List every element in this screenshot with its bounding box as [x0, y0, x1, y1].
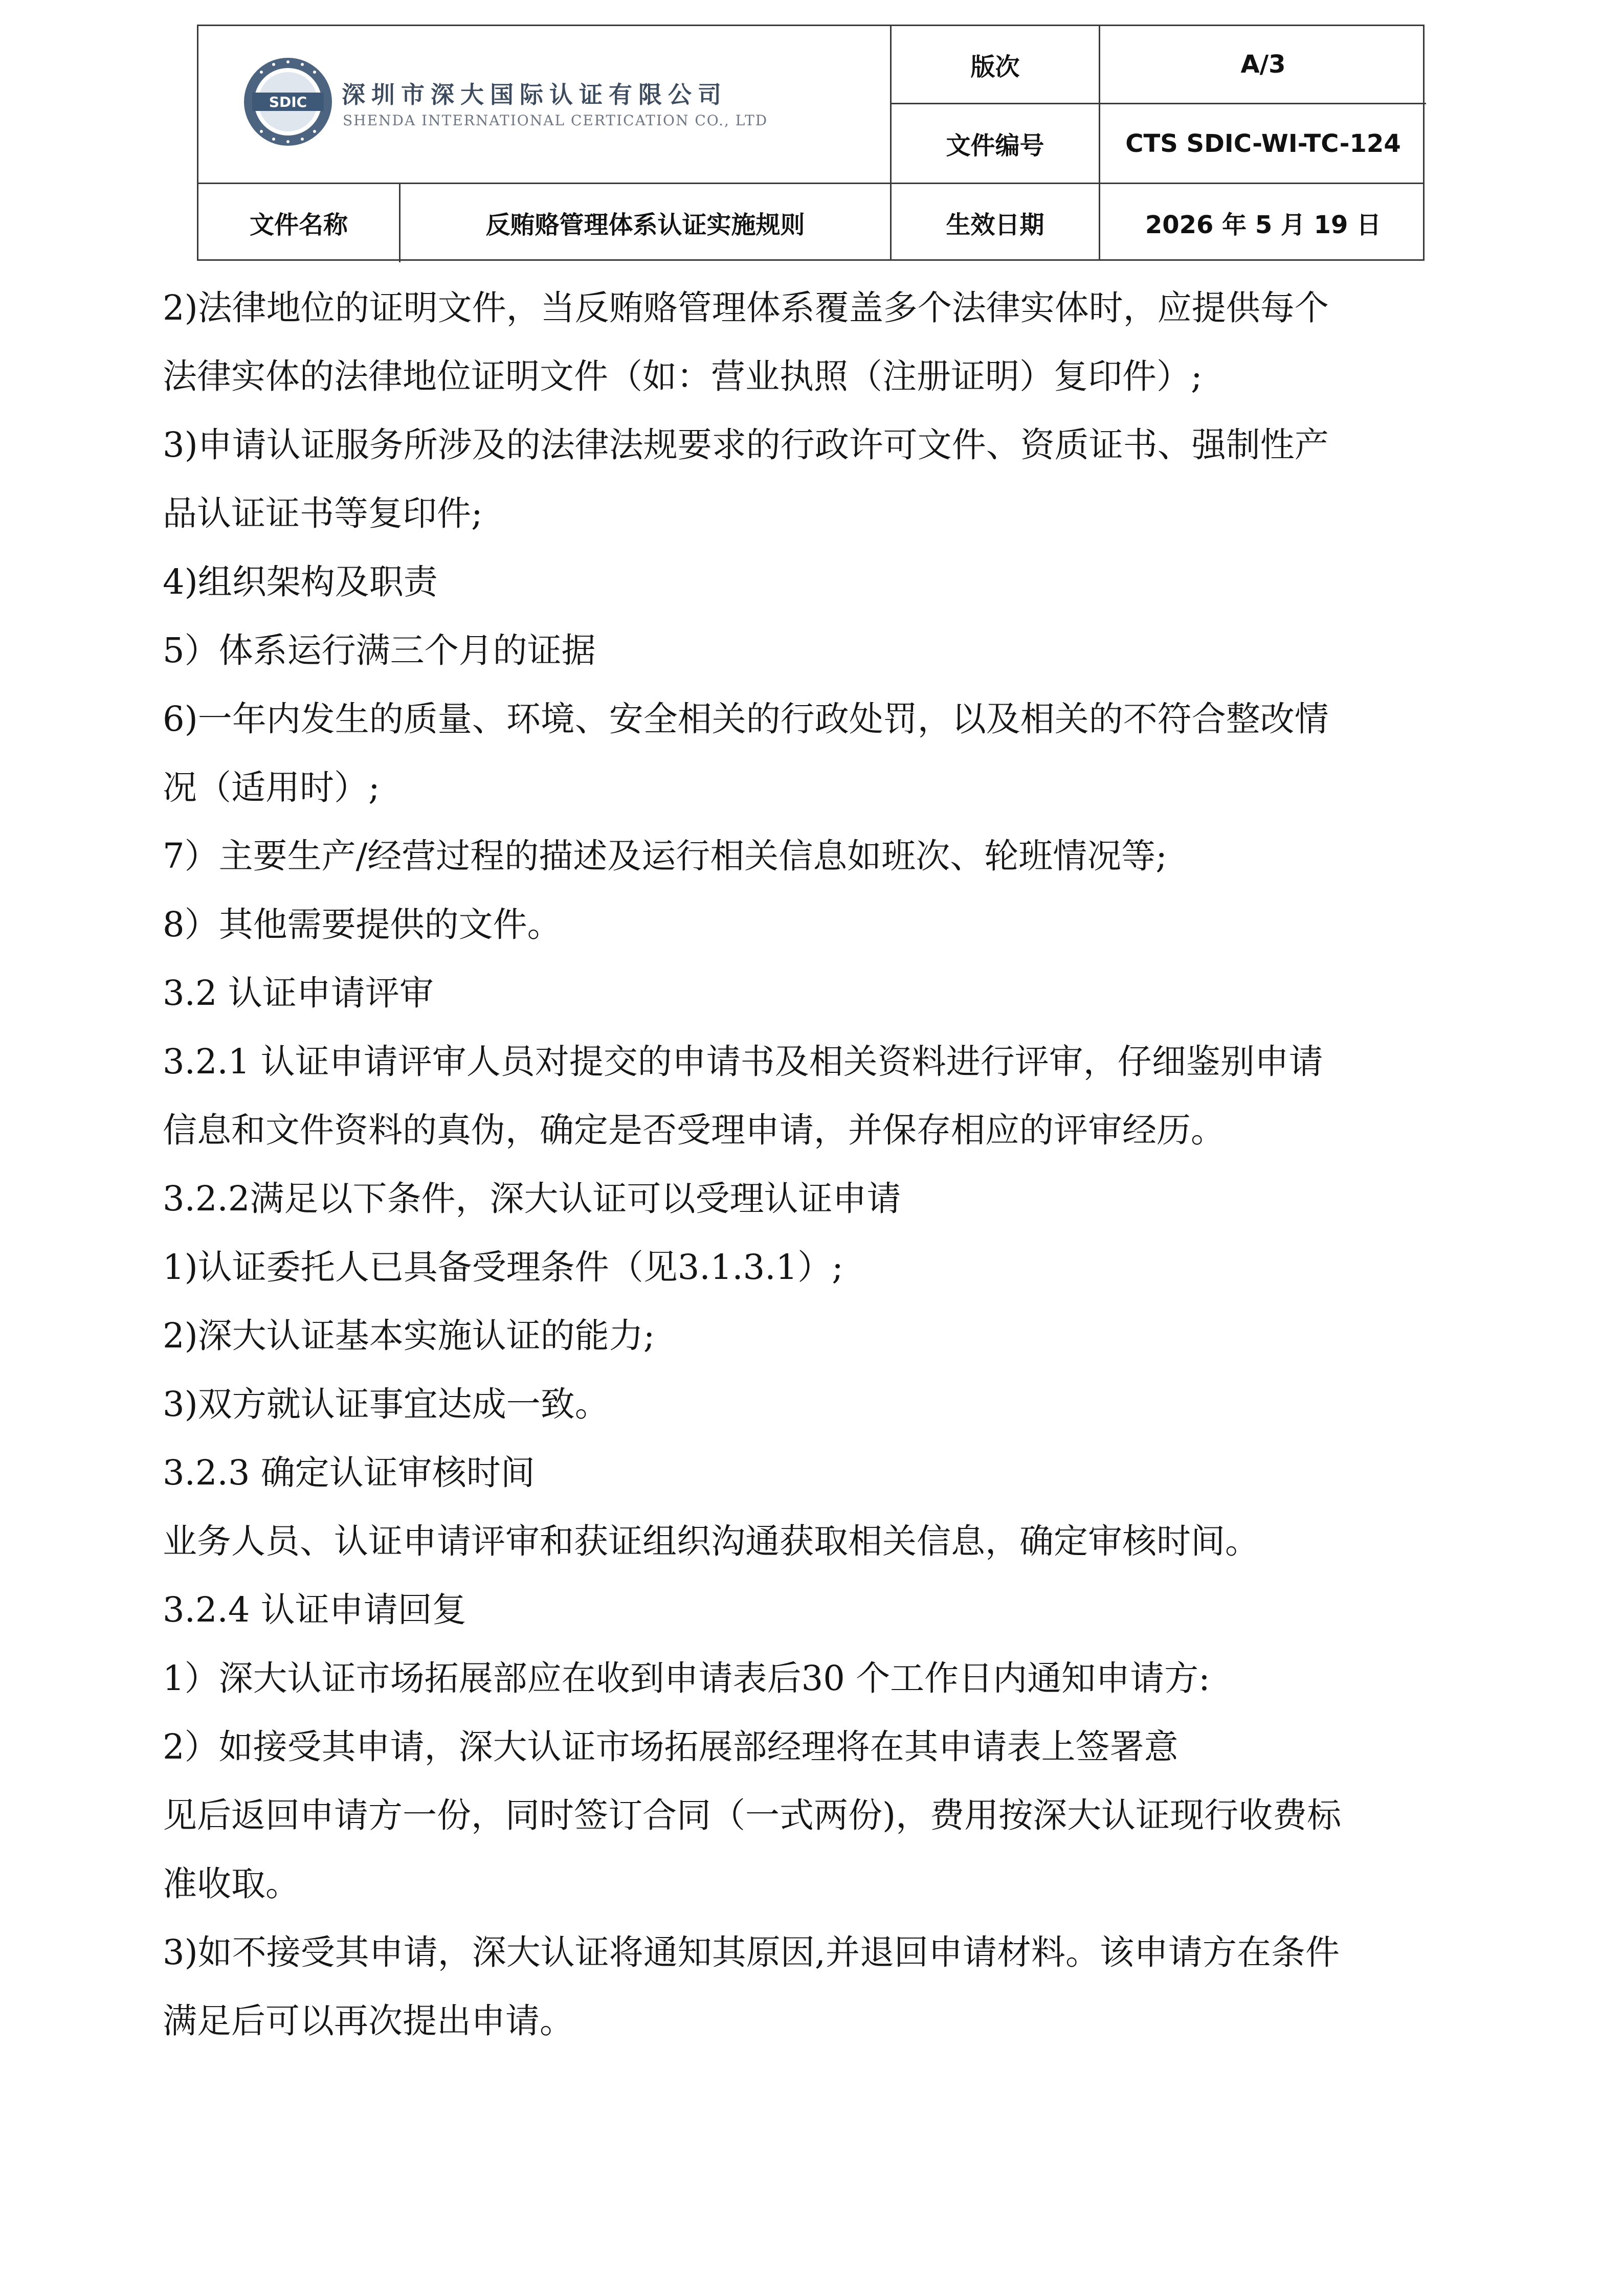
body-line: 2）如接受其申请，深大认证市场拓展部经理将在其申请表上签署意 — [163, 1727, 1178, 1767]
body-line: 1）深大认证市场拓展部应在收到申请表后30 个工作日内通知申请方: — [163, 1658, 1210, 1698]
body-line: 8）其他需要提供的文件。 — [163, 905, 562, 944]
body-line: 法律实体的法律地位证明文件（如：营业执照（注册证明）复印件）; — [163, 356, 1203, 396]
doc-number-label: 文件编号 — [946, 131, 1044, 160]
company-logo-cell — [198, 26, 890, 183]
version-label: 版次 — [970, 52, 1020, 81]
section-heading: 3.2 认证申请评审 — [163, 973, 434, 1013]
section-heading: 3.2.3 确定认证审核时间 — [163, 1453, 535, 1493]
body-line: 业务人员、认证申请评审和获证组织沟通获取相关信息，确定审核时间。 — [163, 1521, 1259, 1561]
version-value: A/3 — [1240, 50, 1286, 79]
company-seal-icon — [242, 56, 334, 148]
body-line: 况（适用时）; — [163, 768, 380, 807]
body-line: 2)法律地位的证明文件，当反贿赂管理体系覆盖多个法律实体时，应提供每个 — [163, 288, 1329, 328]
body-line: 3.2.1 认证申请评审人员对提交的申请书及相关资料进行评审，仔细鉴别申请 — [163, 1042, 1323, 1082]
doc-name-label: 文件名称 — [249, 210, 348, 239]
body-line: 3)如不接受其申请，深大认证将通知其原因,并退回申请材料。该申请方在条件 — [163, 1932, 1340, 1972]
body-line: 3.2.2满足以下条件，深大认证可以受理认证申请 — [163, 1179, 901, 1219]
body-line: 信息和文件资料的真伪，确定是否受理申请，并保存相应的评审经历。 — [163, 1110, 1225, 1150]
effective-date-label: 生效日期 — [946, 210, 1044, 239]
document-header-table — [197, 25, 1425, 261]
body-line: 4)组织架构及职责 — [163, 562, 438, 602]
body-line: 1)认证委托人已具备受理条件（见3.1.3.1）; — [163, 1247, 843, 1287]
body-line: 2)深大认证基本实施认证的能力; — [163, 1316, 655, 1356]
body-line: 准收取。 — [163, 1864, 300, 1904]
body-line: 3)申请认证服务所涉及的法律法规要求的行政许可文件、资质证书、强制性产 — [163, 425, 1329, 465]
body-line: 5）体系运行满三个月的证据 — [163, 631, 596, 670]
section-heading: 3.2.4 认证申请回复 — [163, 1590, 466, 1630]
body-line: 3)双方就认证事宜达成一致。 — [163, 1384, 609, 1424]
doc-number-value: CTS SDIC-WI-TC-124 — [1125, 129, 1401, 158]
body-line: 见后返回申请方一份，同时签订合同（一式两份)，费用按深大认证现行收费标 — [163, 1795, 1342, 1835]
effective-date-value: 2026 年 5 月 19 日 — [1145, 210, 1382, 239]
company-name-cn: 深圳市深大国际认证有限公司 — [342, 81, 727, 108]
body-line: 品认证证书等复印件; — [163, 493, 483, 533]
body-line: 7）主要生产/经营过程的描述及运行相关信息如班次、轮班情况等; — [163, 836, 1167, 876]
body-line: 满足后可以再次提出申请。 — [163, 2001, 574, 2041]
seal-text: SDIC — [269, 94, 307, 110]
body-line: 6)一年内发生的质量、环境、安全相关的行政处罚，以及相关的不符合整改情 — [163, 699, 1329, 739]
doc-name-value: 反贿赂管理体系认证实施规则 — [485, 210, 805, 239]
document-body — [163, 274, 1482, 2055]
company-name-en: SHENDA INTERNATIONAL CERTICATION CO., LTD — [343, 112, 768, 129]
